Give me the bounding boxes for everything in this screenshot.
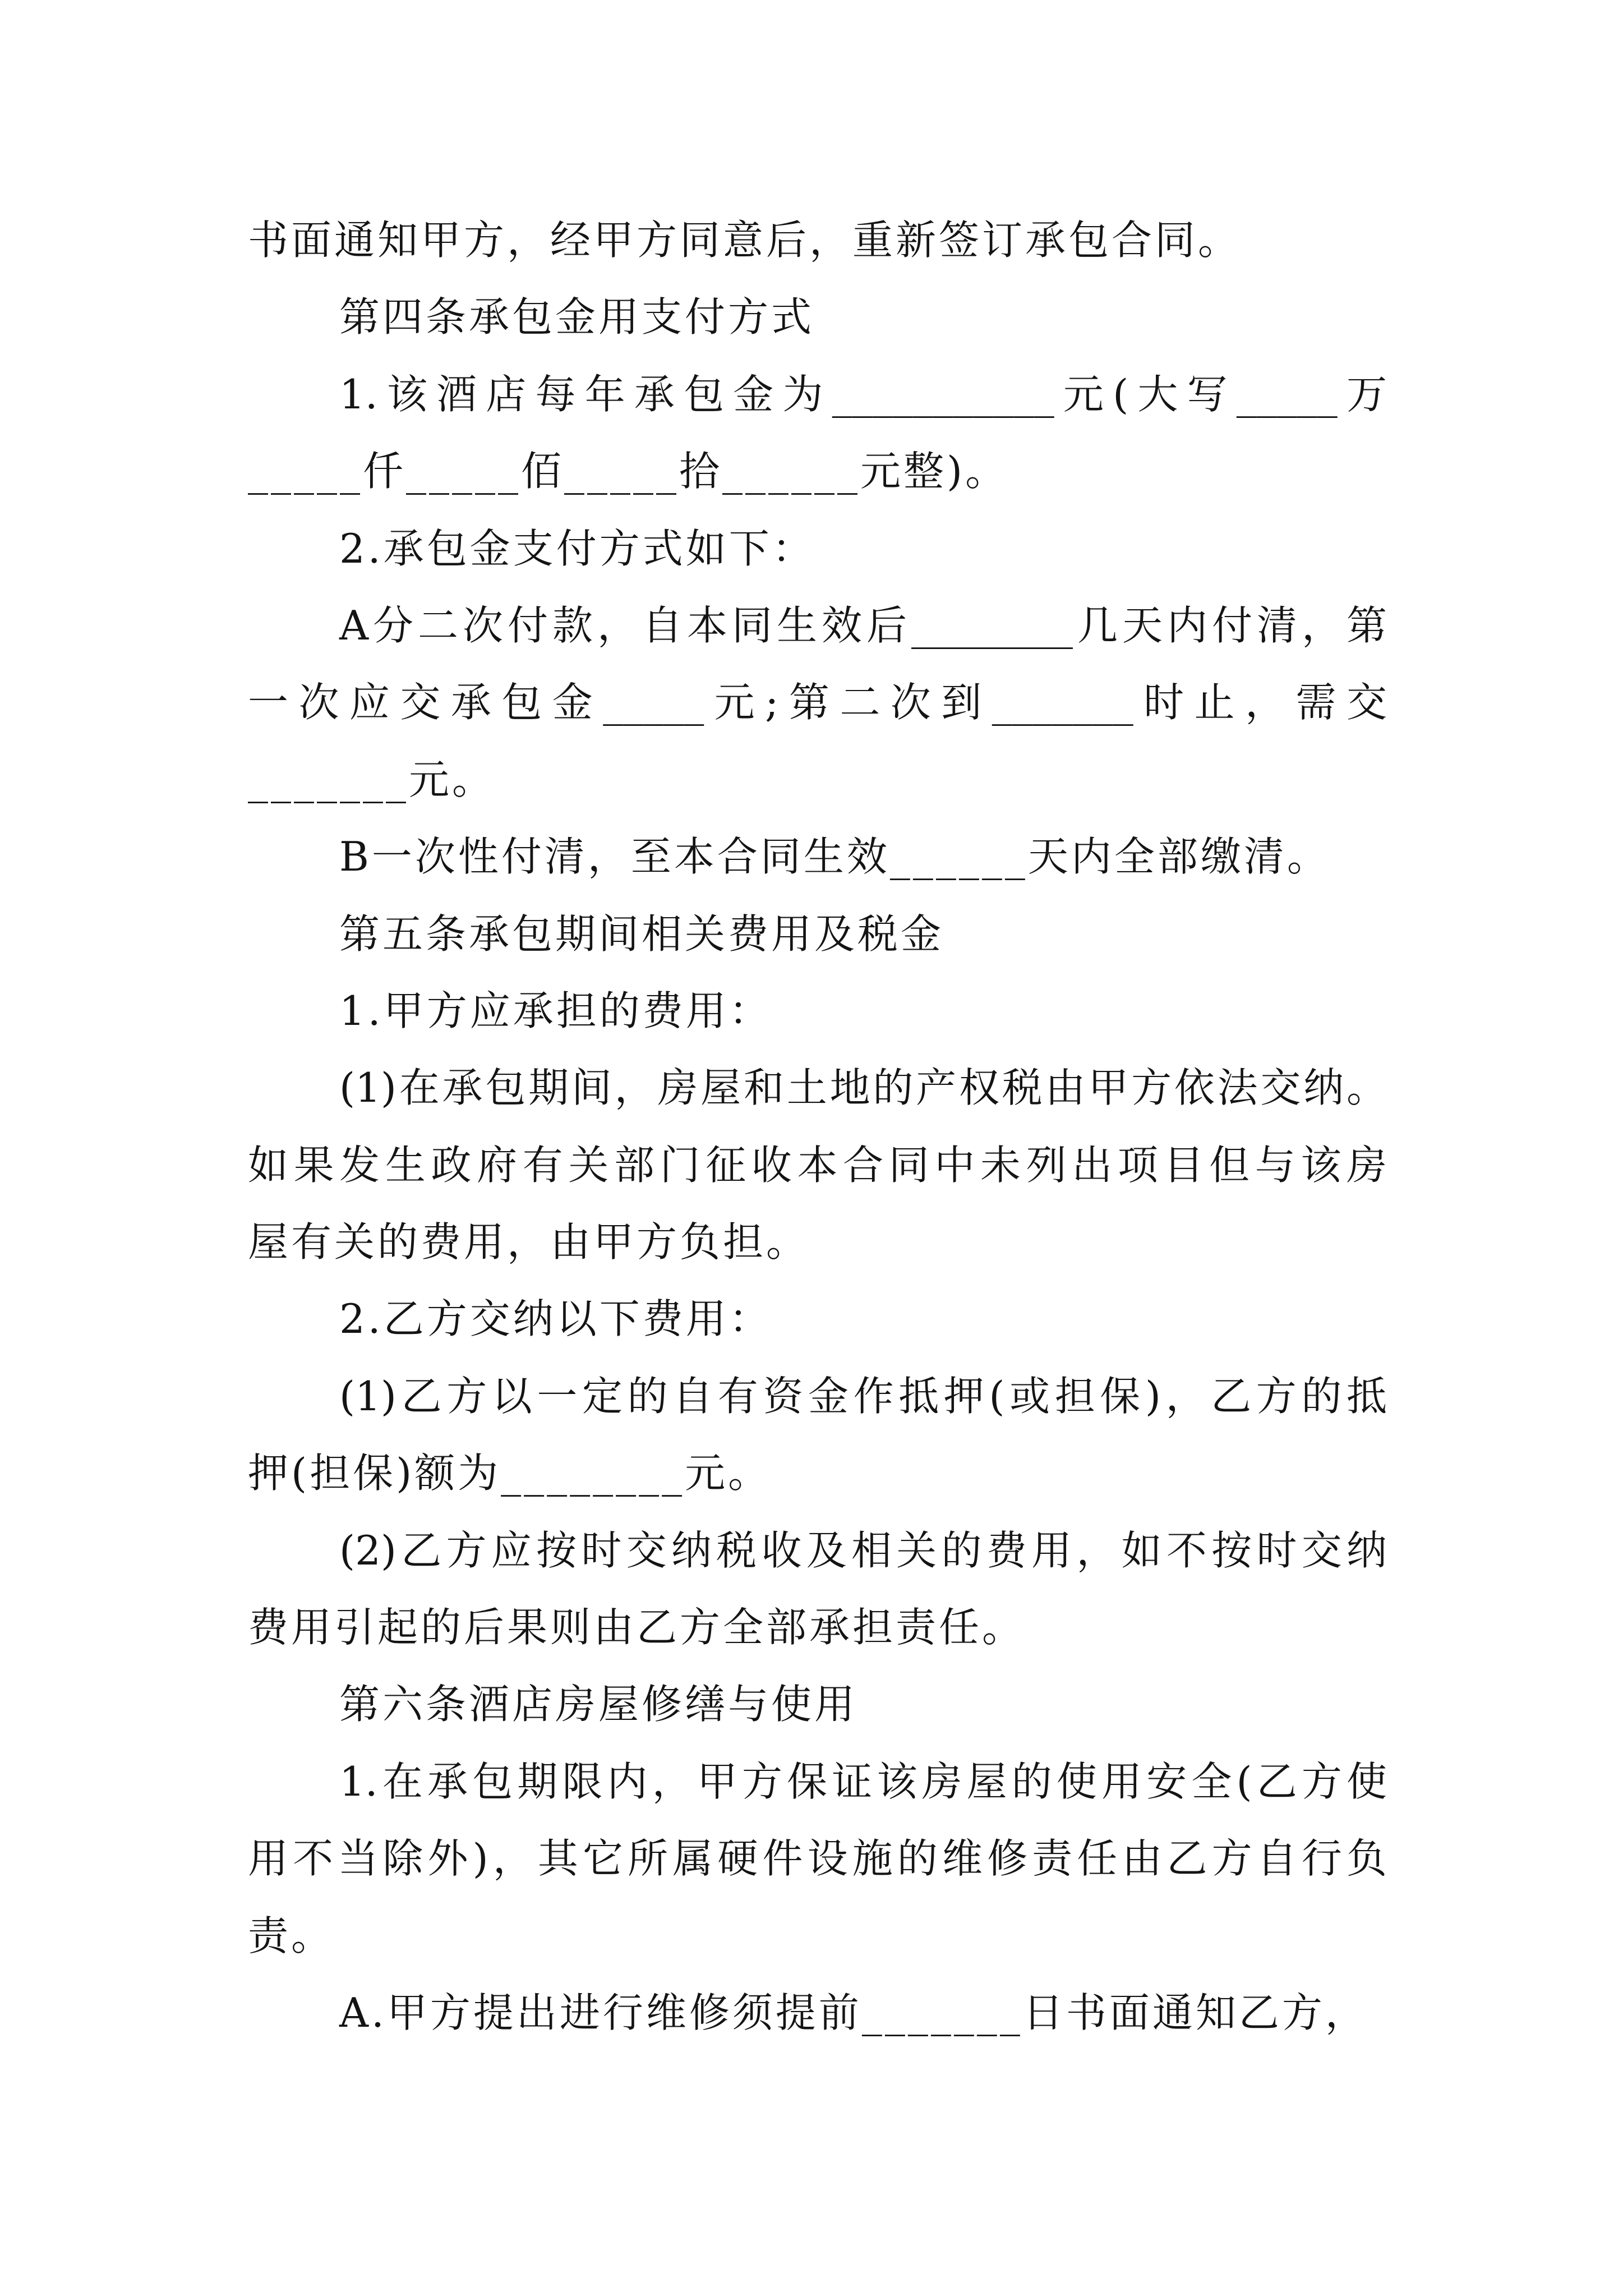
text-line: 2.承包金支付方式如下： <box>339 524 815 572</box>
text-line: A分二次付款，自本同生效后________几天内付清，第 <box>339 601 1387 649</box>
text-line: 押(担保)额为________元。 <box>248 1450 772 1497</box>
paragraph-taxes <box>248 1512 1387 1667</box>
text-line: 1.甲方应承担的费用： <box>339 987 772 1034</box>
paragraph-party-a-fees <box>248 973 1387 1050</box>
text-line: 一次应交承包金_____元;第二次到_______时止，需交 <box>248 679 1387 726</box>
text-line: 第四条承包金用支付方式 <box>339 293 815 341</box>
text-line: (1)乙方以一定的自有资金作抵押(或担保)，乙方的抵 <box>339 1372 1387 1420</box>
article-6-heading <box>248 1666 1387 1743</box>
text-line: 2.乙方交纳以下费用： <box>339 1295 772 1343</box>
text-line: 用不当除外)，其它所属硬件设施的维修责任由乙方自行负 <box>248 1835 1387 1883</box>
text-line: 第五条承包期间相关费用及税金 <box>339 910 944 958</box>
text-line: (1)在承包期间，房屋和土地的产权税由甲方依法交纳。 <box>339 1064 1387 1112</box>
paragraph-payment-method <box>248 510 1387 587</box>
paragraph-option-a <box>248 587 1387 818</box>
text-line: _______元。 <box>248 756 496 803</box>
text-line: 责。 <box>248 1912 335 1959</box>
paragraph-repair-notice <box>248 1975 1387 2051</box>
text-line: 书面通知甲方，经甲方同意后，重新签订承包合同。 <box>248 217 1242 264</box>
text-line: A.甲方提出进行维修须提前_______日书面通知乙方， <box>339 1989 1368 2036</box>
paragraph-deposit <box>248 1358 1387 1512</box>
contract-page <box>248 202 1387 2051</box>
text-line: B一次性付清，至本合同生效______天内全部缴清。 <box>339 833 1330 881</box>
text-line: 第六条酒店房屋修缮与使用 <box>339 1681 858 1728</box>
text-line: 1.该酒店每年承包金为___________元(大写_____万 <box>339 370 1387 418</box>
paragraph-property-tax <box>248 1050 1387 1281</box>
paragraph-option-b <box>248 818 1387 895</box>
text-line: 费用引起的后果则由乙方全部承担责任。 <box>248 1604 1026 1651</box>
text-line: 1.在承包期限内，甲方保证该房屋的使用安全(乙方使 <box>339 1757 1387 1805</box>
paragraph-continuation <box>248 202 1387 279</box>
article-5-heading <box>248 896 1387 973</box>
text-line: (2)乙方应按时交纳税收及相关的费用，如不按时交纳 <box>339 1526 1387 1574</box>
paragraph-party-b-fees <box>248 1281 1387 1358</box>
text-line: 屋有关的费用，由甲方负担。 <box>248 1218 810 1266</box>
paragraph-annual-fee <box>248 356 1387 510</box>
paragraph-safety <box>248 1743 1387 1975</box>
text-line: 如果发生政府有关部门征收本合同中未列出项目但与该房 <box>248 1141 1387 1189</box>
text-line: _____仟_____佰_____拾______元整)。 <box>248 448 1009 495</box>
article-4-heading <box>248 279 1387 356</box>
